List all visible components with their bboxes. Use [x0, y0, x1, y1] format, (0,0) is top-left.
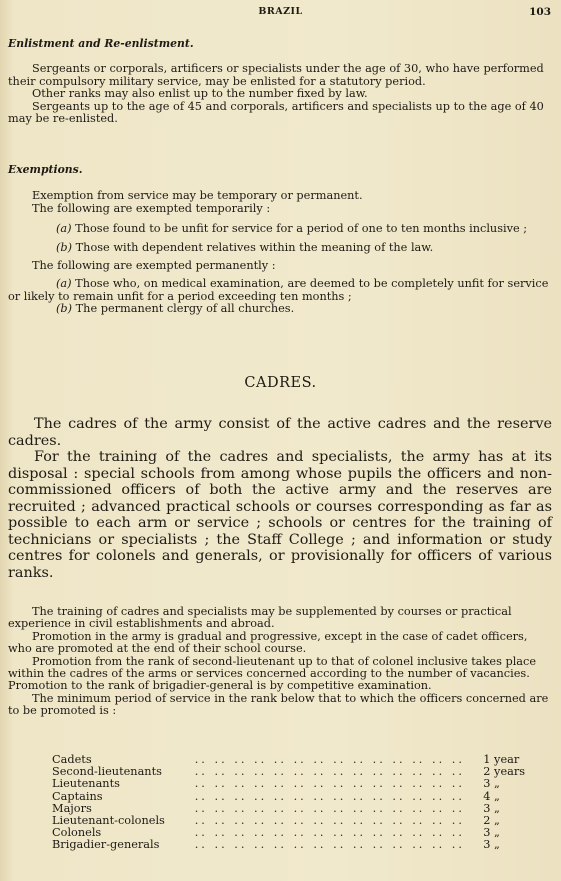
leader-dots: .. .. .. .. .. .. .. .. .. .. .. .. .. .. — [194, 827, 465, 840]
page-number: 103 — [529, 6, 551, 18]
leader-dots: .. .. .. .. .. .. .. .. .. .. .. .. .. .. — [194, 839, 465, 852]
enlistment-paragraph: Sergeants up to the age of 45 and corporals, artificers and specialists up to the age of 40 may be re-enlisted. — [8, 99, 544, 126]
table-row — [52, 815, 542, 827]
ranks-table — [52, 754, 542, 852]
ranks-table-wrapper — [52, 754, 542, 852]
item-text: Those who, on medical examination, are deemed to be completely unfit for service or likely to remain unfit for a period exceeding ten months ; — [8, 277, 549, 303]
permanent-intro: The following are exempted permanently : — [32, 259, 276, 273]
enlistment-heading: Enlistment and Re-enlistment. — [8, 37, 194, 50]
temporary-item — [8, 223, 552, 235]
item-marker: (a) — [56, 222, 72, 236]
promotion-paragraph: Promotion from the rank of second-lieutenant up to that of colonel inclusive takes place within the cadres of the arms or services concerned according to the number of vacancies. Promotion to the rank of brigadier-general is by competitive examination. — [8, 654, 537, 693]
permanent-item — [8, 303, 552, 315]
minimum-service-paragraph: The minimum period of service in the rank below that to which the officers concerned are to be promoted is : — [8, 691, 549, 718]
service-period: 2 „ — [483, 814, 500, 828]
service-period: 3 „ — [483, 801, 500, 815]
rank-name: Second-lieutenants — [52, 765, 162, 779]
service-period: 3 „ — [483, 777, 500, 791]
table-row — [52, 778, 542, 790]
leader-dots: .. .. .. .. .. .. .. .. .. .. .. .. .. .. — [194, 790, 465, 803]
rank-name: Captains — [52, 789, 103, 803]
enlistment-paragraph: Sergeants or corporals, artificers or specialists under the age of 30, who have performed their compulsory military service, may be enlisted for a statutory period. — [8, 62, 544, 88]
cadres-main-text — [8, 416, 552, 581]
service-period: 1 year — [483, 753, 520, 766]
training-paragraph: The training of cadres and specialists may be supplemented by courses or practical experience in civil establishments and abroad. — [8, 605, 512, 631]
item-text: Those with dependent relatives within the meaning of the law. — [75, 240, 434, 254]
running-head: BRAZIL — [258, 6, 303, 17]
item-text: Those found to be unfit for service for a period of one to ten months inclusive ; — [75, 222, 528, 236]
enlistment-section — [8, 38, 552, 125]
table-row — [52, 791, 542, 803]
temporary-intro: The following are exempted temporarily : — [32, 201, 271, 215]
service-period: 4 „ — [483, 789, 500, 803]
leader-dots: .. .. .. .. .. .. .. .. .. .. .. .. .. .. — [194, 815, 465, 828]
leader-dots: .. .. .. .. .. .. .. .. .. .. .. .. .. .. — [194, 754, 465, 766]
service-period: 3 „ — [483, 838, 500, 852]
exemptions-heading: Exemptions. — [8, 163, 83, 176]
exemptions-section — [8, 164, 552, 316]
rank-name: Colonels — [52, 826, 102, 840]
cadres-paragraph: For the training of the cadres and specialists, the army has at its disposal : special schools from among whose pupils the officers and non-commissioned officers of both the active army and the reserves are recruited ; advanced practical schools or courses corresponding as far as possible to each arm or service ; schools or centres for the training of technicians or specialists ; the Staff College ; and information or study centres for colonels and generals, or provisionally for officers of various ranks. — [8, 449, 552, 581]
cadres-small-text — [8, 606, 552, 718]
leader-dots: .. .. .. .. .. .. .. .. .. .. .. .. .. .. — [194, 778, 465, 791]
leader-dots: .. .. .. .. .. .. .. .. .. .. .. .. .. .. — [194, 766, 465, 779]
permanent-item — [8, 278, 552, 303]
item-marker: (b) — [56, 302, 73, 316]
promotion-paragraph: Promotion in the army is gradual and progressive, except in the case of cadet officers, who are promoted at the end of their school course. — [8, 629, 528, 656]
table-row — [52, 766, 542, 778]
item-marker: (a) — [56, 277, 72, 291]
service-period: 3 „ — [483, 826, 500, 840]
rank-name: Lieutenants — [52, 777, 120, 791]
leader-dots: .. .. .. .. .. .. .. .. .. .. .. .. .. .. — [194, 802, 465, 815]
cadres-paragraph: The cadres of the army consist of the active cadres and the reserve cadres. — [8, 416, 552, 449]
service-period: 2 years — [483, 765, 526, 779]
exemptions-intro: Exemption from service may be temporary or permanent. — [32, 189, 363, 203]
item-marker: (b) — [56, 240, 73, 254]
enlistment-paragraph: Other ranks may also enlist up to the number fixed by law. — [32, 87, 368, 101]
table-row — [52, 839, 542, 851]
item-text: The permanent clergy of all churches. — [75, 302, 295, 316]
page-header — [0, 6, 561, 22]
temporary-item — [8, 242, 552, 254]
cadres-heading: CADRES. — [244, 375, 317, 391]
rank-name: Lieutenant-colonels — [52, 814, 165, 828]
rank-name: Brigadier-generals — [52, 838, 160, 852]
rank-name: Majors — [52, 801, 92, 815]
rank-name: Cadets — [52, 753, 92, 766]
